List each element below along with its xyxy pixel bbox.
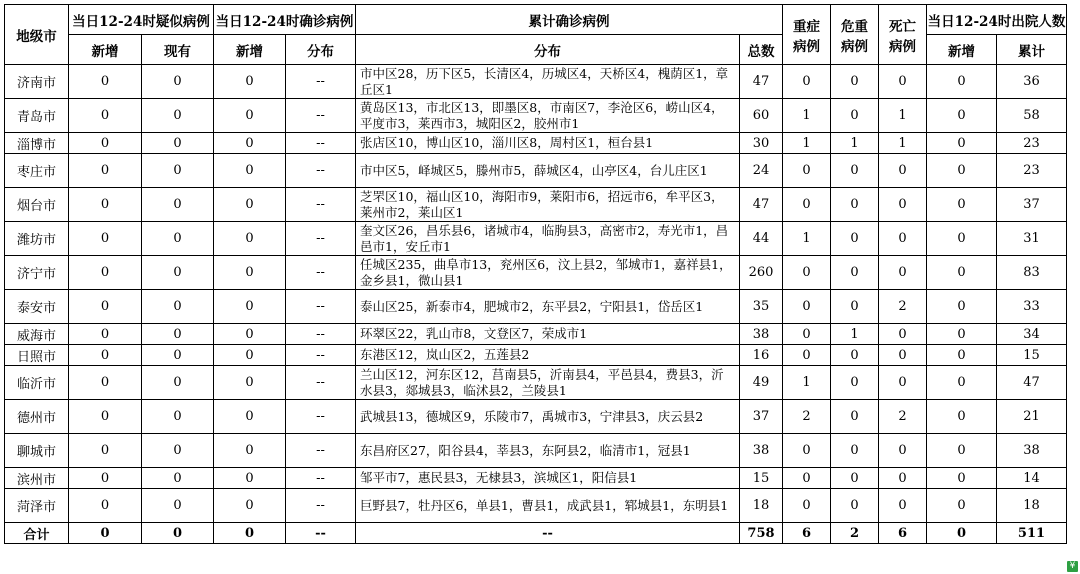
suspected-new: 0 bbox=[69, 489, 142, 523]
confirmed-new: 0 bbox=[214, 400, 286, 434]
confirmed-new: 0 bbox=[214, 324, 286, 345]
severe-count: 2 bbox=[783, 400, 831, 434]
confirmed-distribution: -- bbox=[286, 290, 356, 324]
chevron-down-icon[interactable]: ¥ bbox=[1067, 561, 1078, 572]
confirmed-distribution: -- bbox=[286, 468, 356, 489]
suspected-current: 0 bbox=[142, 434, 214, 468]
confirmed-distribution: -- bbox=[286, 256, 356, 290]
death-count: 1 bbox=[879, 99, 927, 133]
confirmed-distribution: -- bbox=[286, 133, 356, 154]
row-city: 青岛市 bbox=[5, 99, 69, 133]
header-discharged-new: 新增 bbox=[927, 35, 997, 65]
table-row bbox=[5, 345, 1067, 366]
confirmed-new: 0 bbox=[214, 345, 286, 366]
confirmed-new: 0 bbox=[214, 468, 286, 489]
cumulative-total: 49 bbox=[740, 366, 783, 400]
discharged-cumulative: 47 bbox=[997, 366, 1067, 400]
suspected-current: 0 bbox=[142, 256, 214, 290]
table-row bbox=[5, 489, 1067, 523]
cumulative-distribution: 武城县13，德城区9，乐陵市7，禹城市3，宁津县3，庆云县2 bbox=[356, 400, 740, 434]
confirmed-distribution: -- bbox=[286, 523, 356, 544]
cumulative-total: 37 bbox=[740, 400, 783, 434]
table-row bbox=[5, 99, 1067, 133]
critical-count: 1 bbox=[831, 133, 879, 154]
suspected-current: 0 bbox=[142, 222, 214, 256]
row-city: 淄博市 bbox=[5, 133, 69, 154]
severe-count: 0 bbox=[783, 256, 831, 290]
suspected-new: 0 bbox=[69, 188, 142, 222]
critical-count: 0 bbox=[831, 489, 879, 523]
suspected-current: 0 bbox=[142, 366, 214, 400]
suspected-current: 0 bbox=[142, 133, 214, 154]
critical-count: 0 bbox=[831, 222, 879, 256]
discharged-new: 0 bbox=[927, 65, 997, 99]
discharged-cumulative: 31 bbox=[997, 222, 1067, 256]
discharged-new: 0 bbox=[927, 345, 997, 366]
table-row bbox=[5, 222, 1067, 256]
critical-count: 0 bbox=[831, 154, 879, 188]
row-city: 烟台市 bbox=[5, 188, 69, 222]
severe-count: 0 bbox=[783, 434, 831, 468]
discharged-new: 0 bbox=[927, 188, 997, 222]
critical-count: 0 bbox=[831, 99, 879, 133]
discharged-cumulative: 36 bbox=[997, 65, 1067, 99]
suspected-current: 0 bbox=[142, 154, 214, 188]
death-count: 1 bbox=[879, 133, 927, 154]
row-city: 滨州市 bbox=[5, 468, 69, 489]
discharged-new: 0 bbox=[927, 468, 997, 489]
cumulative-total: 15 bbox=[740, 468, 783, 489]
table-row bbox=[5, 468, 1067, 489]
row-city: 菏泽市 bbox=[5, 489, 69, 523]
discharged-new: 0 bbox=[927, 434, 997, 468]
suspected-new: 0 bbox=[69, 400, 142, 434]
confirmed-distribution: -- bbox=[286, 366, 356, 400]
cumulative-distribution: 市中区28，历下区5，长清区4，历城区4，天桥区4，槐荫区1，章丘区1 bbox=[356, 65, 740, 99]
cumulative-distribution: 泰山区25，新泰市4，肥城市2，东平县2，宁阳县1，岱岳区1 bbox=[356, 290, 740, 324]
table-row bbox=[5, 324, 1067, 345]
discharged-cumulative: 23 bbox=[997, 154, 1067, 188]
suspected-new: 0 bbox=[69, 133, 142, 154]
death-count: 0 bbox=[879, 489, 927, 523]
cumulative-total: 47 bbox=[740, 188, 783, 222]
table-row bbox=[5, 65, 1067, 99]
severe-count: 0 bbox=[783, 290, 831, 324]
table-row bbox=[5, 154, 1067, 188]
header-city: 地级市 bbox=[5, 5, 69, 65]
confirmed-new: 0 bbox=[214, 133, 286, 154]
suspected-new: 0 bbox=[69, 256, 142, 290]
discharged-cumulative: 18 bbox=[997, 489, 1067, 523]
severe-count: 0 bbox=[783, 468, 831, 489]
critical-count: 0 bbox=[831, 400, 879, 434]
suspected-current: 0 bbox=[142, 523, 214, 544]
suspected-new: 0 bbox=[69, 65, 142, 99]
row-city: 济南市 bbox=[5, 65, 69, 99]
discharged-new: 0 bbox=[927, 489, 997, 523]
confirmed-distribution: -- bbox=[286, 222, 356, 256]
row-city: 日照市 bbox=[5, 345, 69, 366]
confirmed-distribution: -- bbox=[286, 434, 356, 468]
cumulative-distribution: 东昌府区27，阳谷县4，莘县3，东阿县2，临清市1，冠县1 bbox=[356, 434, 740, 468]
suspected-new: 0 bbox=[69, 468, 142, 489]
severe-count: 0 bbox=[783, 188, 831, 222]
confirmed-new: 0 bbox=[214, 489, 286, 523]
confirmed-new: 0 bbox=[214, 65, 286, 99]
confirmed-new: 0 bbox=[214, 99, 286, 133]
critical-count: 0 bbox=[831, 188, 879, 222]
discharged-cumulative: 34 bbox=[997, 324, 1067, 345]
confirmed-new: 0 bbox=[214, 154, 286, 188]
suspected-current: 0 bbox=[142, 99, 214, 133]
severe-count: 1 bbox=[783, 99, 831, 133]
death-count: 0 bbox=[879, 324, 927, 345]
row-city: 合计 bbox=[5, 523, 69, 544]
suspected-current: 0 bbox=[142, 489, 214, 523]
discharged-new: 0 bbox=[927, 133, 997, 154]
cumulative-total: 38 bbox=[740, 434, 783, 468]
severe-count: 1 bbox=[783, 366, 831, 400]
confirmed-distribution: -- bbox=[286, 345, 356, 366]
header-suspected-group: 当日12-24时疑似病例 bbox=[69, 5, 214, 35]
confirmed-new: 0 bbox=[214, 366, 286, 400]
discharged-cumulative: 37 bbox=[997, 188, 1067, 222]
confirmed-new: 0 bbox=[214, 523, 286, 544]
discharged-new: 0 bbox=[927, 366, 997, 400]
death-count: 0 bbox=[879, 366, 927, 400]
suspected-current: 0 bbox=[142, 324, 214, 345]
suspected-new: 0 bbox=[69, 324, 142, 345]
death-count: 0 bbox=[879, 188, 927, 222]
cumulative-distribution: 巨野县7，牡丹区6，单县1，曹县1，成武县1，郓城县1，东明县1 bbox=[356, 489, 740, 523]
table-row bbox=[5, 290, 1067, 324]
confirmed-new: 0 bbox=[214, 290, 286, 324]
critical-count: 0 bbox=[831, 434, 879, 468]
row-city: 济宁市 bbox=[5, 256, 69, 290]
confirmed-new: 0 bbox=[214, 434, 286, 468]
suspected-current: 0 bbox=[142, 400, 214, 434]
death-count: 2 bbox=[879, 400, 927, 434]
table-row bbox=[5, 434, 1067, 468]
suspected-new: 0 bbox=[69, 222, 142, 256]
cumulative-total: 60 bbox=[740, 99, 783, 133]
discharged-new: 0 bbox=[927, 99, 997, 133]
header-confirmed-distribution: 分布 bbox=[286, 35, 356, 65]
suspected-new: 0 bbox=[69, 290, 142, 324]
cumulative-total: 16 bbox=[740, 345, 783, 366]
severe-count: 1 bbox=[783, 133, 831, 154]
severe-count: 0 bbox=[783, 154, 831, 188]
covid-cases-table bbox=[4, 4, 1067, 544]
discharged-new: 0 bbox=[927, 256, 997, 290]
suspected-current: 0 bbox=[142, 345, 214, 366]
cumulative-total: 758 bbox=[740, 523, 783, 544]
confirmed-distribution: -- bbox=[286, 65, 356, 99]
discharged-new: 0 bbox=[927, 523, 997, 544]
suspected-new: 0 bbox=[69, 366, 142, 400]
discharged-cumulative: 38 bbox=[997, 434, 1067, 468]
discharged-new: 0 bbox=[927, 290, 997, 324]
death-count: 6 bbox=[879, 523, 927, 544]
cumulative-total: 24 bbox=[740, 154, 783, 188]
cumulative-distribution: 奎文区26，昌乐县6，诸城市4，临朐县3，高密市2，寿光市1，昌邑市1，安丘市1 bbox=[356, 222, 740, 256]
total-row bbox=[5, 523, 1067, 544]
confirmed-new: 0 bbox=[214, 222, 286, 256]
death-count: 0 bbox=[879, 345, 927, 366]
suspected-new: 0 bbox=[69, 154, 142, 188]
discharged-cumulative: 58 bbox=[997, 99, 1067, 133]
table-row bbox=[5, 188, 1067, 222]
discharged-cumulative: 14 bbox=[997, 468, 1067, 489]
cumulative-distribution: 兰山区12，河东区12，莒南县5，沂南县4，平邑县4，费县3，沂水县3，郯城县3，临沭县2，兰陵县1 bbox=[356, 366, 740, 400]
row-city: 泰安市 bbox=[5, 290, 69, 324]
death-count: 2 bbox=[879, 290, 927, 324]
critical-count: 2 bbox=[831, 523, 879, 544]
death-count: 0 bbox=[879, 434, 927, 468]
header-confirmed-new: 新增 bbox=[214, 35, 286, 65]
severe-count: 0 bbox=[783, 345, 831, 366]
cumulative-total: 260 bbox=[740, 256, 783, 290]
table-row bbox=[5, 366, 1067, 400]
cumulative-total: 18 bbox=[740, 489, 783, 523]
critical-count: 0 bbox=[831, 65, 879, 99]
death-count: 0 bbox=[879, 65, 927, 99]
cumulative-total: 38 bbox=[740, 324, 783, 345]
header-suspected-current: 现有 bbox=[142, 35, 214, 65]
severe-count: 0 bbox=[783, 65, 831, 99]
death-count: 0 bbox=[879, 468, 927, 489]
header-discharged-group: 当日12-24时出院人数 bbox=[927, 5, 1067, 35]
confirmed-new: 0 bbox=[214, 188, 286, 222]
row-city: 威海市 bbox=[5, 324, 69, 345]
cumulative-total: 35 bbox=[740, 290, 783, 324]
critical-count: 0 bbox=[831, 366, 879, 400]
cumulative-distribution: 环翠区22，乳山市8，文登区7，荣成市1 bbox=[356, 324, 740, 345]
confirmed-distribution: -- bbox=[286, 154, 356, 188]
suspected-new: 0 bbox=[69, 345, 142, 366]
severe-count: 6 bbox=[783, 523, 831, 544]
confirmed-distribution: -- bbox=[286, 99, 356, 133]
table-row bbox=[5, 256, 1067, 290]
death-count: 0 bbox=[879, 154, 927, 188]
discharged-cumulative: 21 bbox=[997, 400, 1067, 434]
discharged-new: 0 bbox=[927, 222, 997, 256]
suspected-new: 0 bbox=[69, 523, 142, 544]
confirmed-distribution: -- bbox=[286, 400, 356, 434]
discharged-new: 0 bbox=[927, 154, 997, 188]
confirmed-distribution: -- bbox=[286, 489, 356, 523]
cumulative-distribution: 市中区5，峄城区5，滕州市5，薛城区4，山亭区4，台儿庄区1 bbox=[356, 154, 740, 188]
suspected-current: 0 bbox=[142, 290, 214, 324]
discharged-cumulative: 23 bbox=[997, 133, 1067, 154]
critical-count: 0 bbox=[831, 345, 879, 366]
severe-count: 1 bbox=[783, 222, 831, 256]
header-severe: 重症病例 bbox=[783, 5, 831, 65]
cumulative-distribution: 邹平市7，惠民县3，无棣县3，滨城区1，阳信县1 bbox=[356, 468, 740, 489]
suspected-current: 0 bbox=[142, 188, 214, 222]
critical-count: 0 bbox=[831, 290, 879, 324]
row-city: 德州市 bbox=[5, 400, 69, 434]
row-city: 枣庄市 bbox=[5, 154, 69, 188]
discharged-cumulative: 15 bbox=[997, 345, 1067, 366]
critical-count: 0 bbox=[831, 468, 879, 489]
header-suspected-new: 新增 bbox=[69, 35, 142, 65]
death-count: 0 bbox=[879, 222, 927, 256]
cumulative-total: 44 bbox=[740, 222, 783, 256]
table-row bbox=[5, 400, 1067, 434]
critical-count: 0 bbox=[831, 256, 879, 290]
severe-count: 0 bbox=[783, 324, 831, 345]
cumulative-total: 47 bbox=[740, 65, 783, 99]
row-city: 潍坊市 bbox=[5, 222, 69, 256]
discharged-cumulative: 33 bbox=[997, 290, 1067, 324]
confirmed-distribution: -- bbox=[286, 188, 356, 222]
header-cumulative-distribution: 分布 bbox=[356, 35, 740, 65]
suspected-current: 0 bbox=[142, 468, 214, 489]
row-city: 临沂市 bbox=[5, 366, 69, 400]
discharged-cumulative: 511 bbox=[997, 523, 1067, 544]
confirmed-distribution: -- bbox=[286, 324, 356, 345]
cumulative-distribution: 东港区12，岚山区2，五莲县2 bbox=[356, 345, 740, 366]
header-confirmed-today-group: 当日12-24时确诊病例 bbox=[214, 5, 356, 35]
confirmed-new: 0 bbox=[214, 256, 286, 290]
cumulative-distribution: 芝罘区10，福山区10，海阳市9，莱阳市6，招远市6，牟平区3，莱州市2，莱山区1 bbox=[356, 188, 740, 222]
severe-count: 0 bbox=[783, 489, 831, 523]
suspected-new: 0 bbox=[69, 434, 142, 468]
table-row bbox=[5, 133, 1067, 154]
row-city: 聊城市 bbox=[5, 434, 69, 468]
header-cumulative-total: 总数 bbox=[740, 35, 783, 65]
header-discharged-cumulative: 累计 bbox=[997, 35, 1067, 65]
critical-count: 1 bbox=[831, 324, 879, 345]
header-deaths: 死亡病例 bbox=[879, 5, 927, 65]
cumulative-total: 30 bbox=[740, 133, 783, 154]
header-cumulative-group: 累计确诊病例 bbox=[356, 5, 783, 35]
cumulative-distribution: 张店区10，博山区10，淄川区8，周村区1，桓台县1 bbox=[356, 133, 740, 154]
suspected-current: 0 bbox=[142, 65, 214, 99]
cumulative-distribution: -- bbox=[356, 523, 740, 544]
discharged-new: 0 bbox=[927, 324, 997, 345]
discharged-cumulative: 83 bbox=[997, 256, 1067, 290]
header-critical: 危重病例 bbox=[831, 5, 879, 65]
cumulative-distribution: 任城区235，曲阜市13，兖州区6，汶上县2，邹城市1，嘉祥县1，金乡县1，微山县1 bbox=[356, 256, 740, 290]
discharged-new: 0 bbox=[927, 400, 997, 434]
suspected-new: 0 bbox=[69, 99, 142, 133]
death-count: 0 bbox=[879, 256, 927, 290]
cumulative-distribution: 黄岛区13，市北区13，即墨区8，市南区7，李沧区6，崂山区4，平度市3，莱西市3，城阳区2，胶州市1 bbox=[356, 99, 740, 133]
